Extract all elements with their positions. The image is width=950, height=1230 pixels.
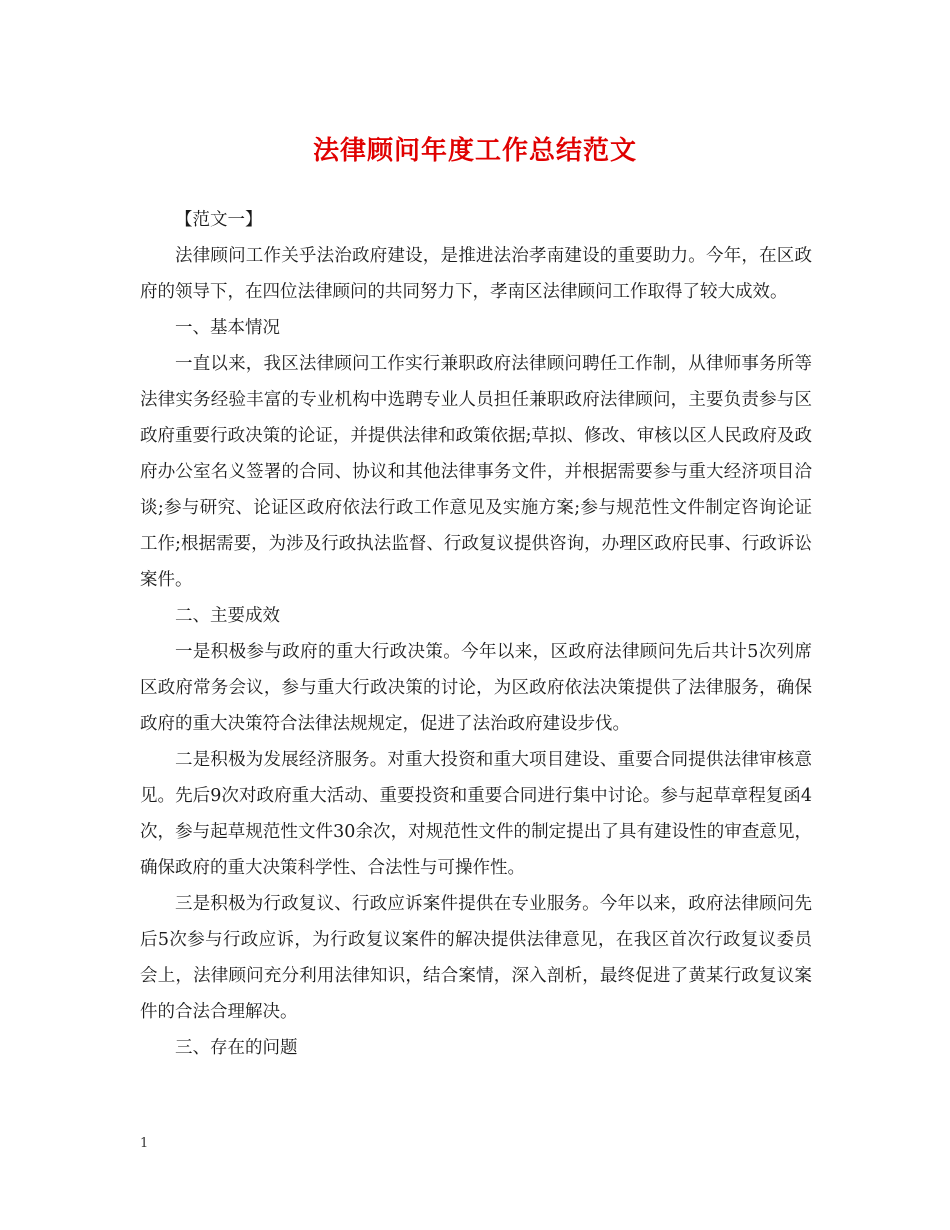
section-heading-problems: 三、存在的问题: [175, 1038, 298, 1058]
basic-situation-paragraph: 一直以来，我区法律顾问工作实行兼职政府法律顾问聘任工作制，从律师事务所等法律实务经验丰富的专业机构中选聘专业人员担任兼职政府法律顾问，主要负责参与区政府重要行政决策的论证，并提供法律和政策依据;草拟、修改、审核以区人民政府及政府办公室名义签署的合同、协议和其他法律事务文件，并根据需要参与重大经济项目洽谈;参与研究、论证区政府依法行政工作意见及实施方案;参与规范性文件制定咨询论证工作;根据需要，为涉及行政执法监督、行政复议提供咨询，办理区政府民事、行政诉讼案件。: [140, 354, 812, 590]
intro-paragraph: 法律顾问工作关乎法治政府建设，是推进法治孝南建设的重要助力。今年，在区政府的领导下，在四位法律顾问的共同努力下，孝南区法律顾问工作取得了较大成效。: [140, 246, 812, 302]
section-heading-basic: 一、基本情况: [175, 318, 280, 338]
section-heading-results: 二、主要成效: [175, 606, 280, 626]
document-body: [140, 202, 812, 1066]
section-label: 【范文一】: [175, 210, 263, 230]
result-paragraph-3: 三是积极为行政复议、行政应诉案件提供在专业服务。今年以来，政府法律顾问先后5次参与行政应诉，为行政复议案件的解决提供法律意见，在我区首次行政复议委员会上，法律顾问充分利用法律知识，结合案情，深入剖析，最终促进了黄某行政复议案件的合法合理解决。: [140, 894, 812, 1022]
result-paragraph-2: 二是积极为发展经济服务。对重大投资和重大项目建设、重要合同提供法律审核意见。先后9次对政府重大活动、重要投资和重要合同进行集中讨论。参与起草章程复函4次，参与起草规范性文件30余次，对规范性文件的制定提出了具有建设性的审查意见，确保政府的重大决策科学性、合法性与可操作性。: [140, 750, 812, 878]
document-title: 法律顾问年度工作总结范文: [312, 136, 637, 166]
result-paragraph-1: 一是积极参与政府的重大行政决策。今年以来，区政府法律顾问先后共计5次列席区政府常务会议，参与重大行政决策的讨论，为区政府依法决策提供了法律服务，确保政府的重大决策符合法律法规规定，促进了法治政府建设步伐。: [140, 642, 812, 734]
page-number: 1: [140, 1136, 149, 1151]
